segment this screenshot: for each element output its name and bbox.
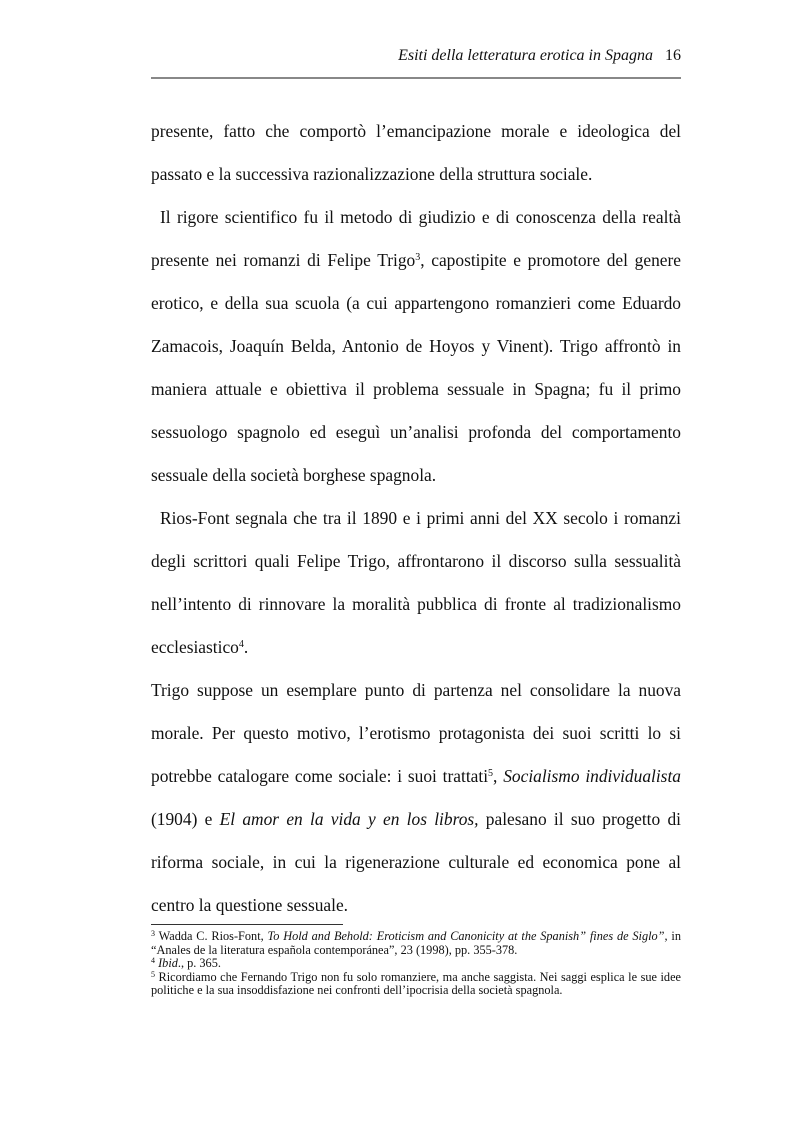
paragraph-2 (151, 196, 681, 497)
paragraph-4-text-d: palesano il suo progetto di riforma sociale, in cui la rigenerazione culturale ed economica pone al centro la questione sessuale. (151, 809, 682, 915)
paragraph-2-text-b: , capostipite e promotore del genere erotico, e della sua scuola (a cui appartengono romanzieri come Eduardo Zamacois, Joaquín Belda, Antonio de Hoyos y Vinent). Trigo affrontò in maniera attuale e obiettiva il problema sessuale in Spagna; fu il primo sessuologo spagnolo ed eseguì un’analisi profonda del comportamento sessuale della società borghese spagnola. (151, 250, 681, 485)
footnote-ref-3[interactable]: 3 (415, 252, 421, 263)
paragraph-4-text-b: , (493, 766, 498, 786)
running-header-title: Esiti della letteratura erotica in Spagna (398, 47, 653, 64)
paragraph-3 (151, 497, 681, 669)
book-title-el-amor: El amor en la vida y en los libros, (219, 809, 479, 829)
footnote-3-text-a: Wadda C. Rios-Font, (155, 929, 268, 943)
footnote-number: 3 (151, 929, 155, 938)
footnote-number: 5 (151, 969, 155, 979)
footnote-4-text-b: ., p. 365. (177, 956, 221, 970)
paragraph-4-text-c: (1904) e (151, 809, 220, 829)
page-number: 16 (665, 47, 681, 64)
footnote-ref-4[interactable]: 4 (238, 639, 244, 650)
paragraph-3-text-a: Rios-Font segnala che tra il 1890 e i primi anni del XX secolo i romanzi degli scrittori quali Felipe Trigo, affrontarono il discorso sulla sessualità nell’intento di rinnovare la moralità pubblica di fronte al tradizionalismo ecclesiastico (151, 508, 681, 657)
footnote-3-text-b: in “Anales de la literatura española contemporánea”, 23 (1998), pp. 355-378. (151, 929, 681, 957)
paragraph-4-text-a: Trigo suppose un esemplare punto di partenza nel consolidare la nuova morale. Per questo motivo, l’erotismo protagonista dei suoi scritti lo si potrebbe catalogare come sociale: i suoi trattati (151, 680, 681, 786)
book-title-socialismo: Socialismo individualista (503, 766, 681, 786)
footnote-3 (151, 930, 681, 957)
paragraph-1 (151, 110, 681, 196)
paragraph-2-text-a: Il rigore scientifico fu il metodo di giudizio e di conoscenza della realtà presente nei romanzi di Felipe Trigo (151, 207, 681, 270)
footnote-ref-5[interactable]: 5 (488, 768, 494, 779)
footnote-number: 4 (151, 956, 155, 965)
running-header (151, 44, 681, 79)
footnote-5-text: Ricordiamo che Fernando Trigo non fu solo romanziere, ma anche saggista. Nei saggi esplica le sue idee politiche e la sua insoddisfazione nei confronti dell’ipocrisia della società spagnola. (151, 969, 681, 997)
paragraph-3-text-b: . (243, 637, 249, 657)
paragraph-1-text: presente, fatto che comportò l’emancipazione morale e ideologica del passato e la successiva razionalizzazione della struttura sociale. (151, 121, 681, 184)
body-text (151, 110, 681, 927)
footnote-4-ibid: Ibid (158, 956, 178, 970)
paragraph-4 (151, 669, 681, 927)
footnote-5 (151, 971, 681, 998)
footnote-3-title: To Hold and Behold: Eroticism and Canonicity at the Spanish” fines de Siglo”, (267, 929, 668, 943)
footnotes (151, 930, 681, 998)
footnote-4 (151, 957, 681, 971)
footnote-separator (151, 924, 343, 925)
